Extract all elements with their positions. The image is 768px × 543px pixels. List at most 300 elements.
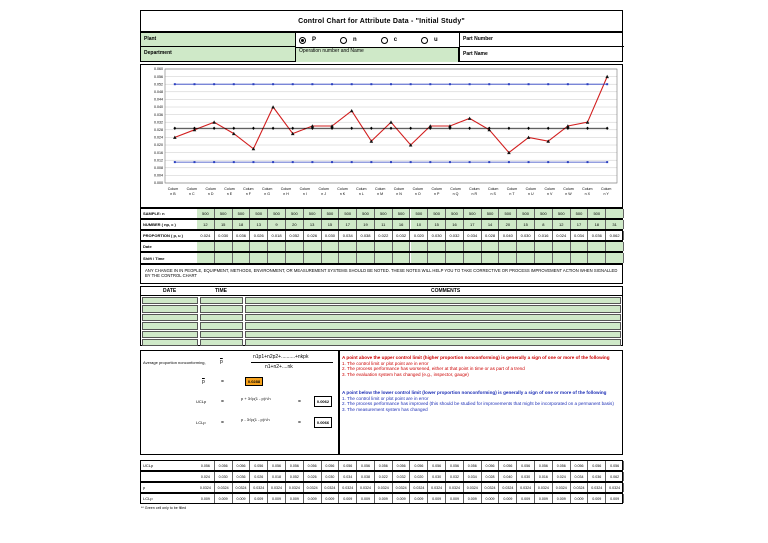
lower-rule-item-1: 1. The control limit or plot point are in error: [342, 395, 429, 401]
limit-marker: [449, 83, 451, 85]
number-cell[interactable]: 17: [464, 220, 482, 229]
limit-marker: [351, 161, 353, 163]
centerline-marker: [173, 127, 176, 130]
bottom-row-label: UCLp: [143, 463, 154, 468]
bottom-cell: 0.056: [517, 461, 535, 470]
x-tick-label: Colum: [299, 187, 311, 191]
pbar-symbol-2: $\overline{p}$: [202, 379, 205, 385]
ucl-eq-2: =: [298, 399, 301, 405]
bottom-cell: 0.009: [464, 494, 482, 503]
x-tick-label: n R: [471, 192, 478, 196]
bottom-cell: 0.024: [197, 472, 215, 481]
x-tick-label: Colum: [374, 187, 386, 191]
date-cell[interactable]: [482, 242, 500, 251]
limit-marker: [449, 161, 451, 163]
log-date-cell[interactable]: [142, 339, 198, 346]
x-tick-label: n J: [321, 192, 327, 196]
bottom-cell: 0.056: [428, 461, 446, 470]
sample-label: SAMPLE: n: [143, 211, 165, 216]
date-cell[interactable]: [606, 242, 624, 251]
bottom-cell: 0.056: [499, 461, 517, 470]
centerline-marker: [390, 127, 393, 130]
bottom-cell: 0.0324: [588, 483, 606, 492]
bottom-cell: 0.0324: [482, 483, 500, 492]
centerline-marker: [213, 127, 216, 130]
type-option-c[interactable]: c: [381, 37, 397, 44]
log-date-cell[interactable]: [142, 314, 198, 321]
date-cell[interactable]: [215, 242, 233, 251]
date-cell[interactable]: [499, 242, 517, 251]
x-tick-label: Colum: [337, 187, 348, 191]
bottom-cell: 0.020: [411, 472, 429, 481]
number-cell[interactable]: 20: [499, 220, 517, 229]
sample-cell[interactable]: 500: [268, 209, 286, 218]
bottom-cell: 0.056: [197, 461, 215, 470]
date-cell[interactable]: [233, 242, 251, 251]
log-comment-cell[interactable]: [245, 305, 621, 312]
x-tick-label: n Q: [452, 192, 459, 196]
limit-marker: [370, 83, 372, 85]
proportion-cell: 0.022: [375, 231, 393, 240]
bottom-row: [140, 471, 623, 482]
limit-marker: [429, 83, 431, 85]
shift-cell[interactable]: [535, 253, 553, 263]
limit-marker: [469, 161, 471, 163]
sample-cell[interactable]: 500: [446, 209, 464, 218]
proportion-cell: 0.026: [304, 231, 322, 240]
limit-marker: [528, 161, 530, 163]
bottom-cell: 0.056: [588, 461, 606, 470]
proportion-cell: 0.016: [535, 231, 553, 240]
x-tick-label: n B: [170, 192, 176, 196]
upper-rule-item-2: 2. The process performance has worsened, either at that point in time or as part of a trend: [342, 366, 525, 372]
sample-cell[interactable]: 500: [571, 209, 589, 218]
shift-cell[interactable]: [197, 253, 215, 263]
limit-marker: [488, 161, 490, 163]
shift-cell[interactable]: [268, 253, 286, 263]
limit-marker: [508, 83, 510, 85]
number-cell[interactable]: 12: [553, 220, 571, 229]
sample-cell[interactable]: 500: [553, 209, 571, 218]
bottom-cell: 0.009: [197, 494, 215, 503]
y-tick-label: 0.060: [154, 67, 163, 72]
bottom-cell: 0.030: [428, 472, 446, 481]
bottom-cell: 0.0324: [553, 483, 571, 492]
sample-cell[interactable]: 500: [464, 209, 482, 218]
limit-marker: [351, 83, 353, 85]
log-date-cell[interactable]: [142, 331, 198, 338]
bottom-cell: 0.056: [535, 461, 553, 470]
sample-cell[interactable]: 500: [339, 209, 357, 218]
log-comment-cell[interactable]: [245, 322, 621, 329]
number-cell[interactable]: 12: [197, 220, 215, 229]
bottom-cell: 0.0324: [464, 483, 482, 492]
header-block: [140, 32, 623, 62]
bottom-cell: 0.026: [250, 472, 268, 481]
y-tick-label: 0.020: [154, 143, 163, 148]
avg-label: Average proportion nonconforming,: [143, 360, 206, 365]
date-cell[interactable]: [357, 242, 375, 251]
bottom-cell: 0.062: [606, 472, 624, 481]
proportion-cell: 0.040: [499, 231, 517, 240]
bottom-cell: 0.030: [517, 472, 535, 481]
form-title: Control Chart for Attribute Data - "Initial Study": [298, 17, 465, 25]
type-option-p[interactable]: P: [299, 37, 316, 44]
y-tick-label: 0.008: [154, 166, 163, 170]
bottom-cell: 0.009: [215, 494, 233, 503]
bottom-cell: 0.0324: [250, 483, 268, 492]
bottom-cell: 0.0324: [411, 483, 429, 492]
date-cell[interactable]: [197, 242, 215, 251]
bottom-cell: 0.056: [411, 461, 429, 470]
proportion-cell: 0.026: [250, 231, 268, 240]
proportion-cell: 0.018: [268, 231, 286, 240]
bottom-cell: 0.032: [393, 472, 411, 481]
date-cell[interactable]: [428, 242, 446, 251]
lcl-value: 0.0066: [316, 419, 330, 425]
number-cell[interactable]: 8: [535, 220, 553, 229]
x-tick-label: Colum: [167, 187, 179, 191]
sample-cell[interactable]: 500: [535, 209, 553, 218]
limit-marker: [272, 83, 274, 85]
x-tick-label: Colum: [412, 187, 424, 191]
log-date-cell[interactable]: [142, 322, 198, 329]
bottom-cell: 0.0324: [268, 483, 286, 492]
number-cell[interactable]: 16: [446, 220, 464, 229]
type-option-u[interactable]: u: [421, 37, 438, 44]
log-time-cell[interactable]: [200, 322, 243, 329]
plant-label: Plant: [144, 36, 157, 42]
x-tick-label: n P: [433, 192, 440, 196]
shift-cell[interactable]: [322, 253, 340, 263]
bottom-cell: 0.034: [571, 472, 589, 481]
shift-cell[interactable]: [393, 253, 411, 263]
bottom-cell: 0.028: [482, 472, 500, 481]
shift-cell[interactable]: [411, 253, 429, 263]
bottom-row: [140, 493, 623, 504]
bottom-cell: 0.056: [606, 461, 624, 470]
log-time-cell[interactable]: [200, 339, 243, 346]
sample-cell[interactable]: 500: [411, 209, 429, 218]
limit-marker: [370, 161, 372, 163]
x-tick-label: Colum: [393, 187, 405, 191]
shift-cell[interactable]: [588, 253, 606, 263]
x-tick-label: Colum: [205, 187, 216, 191]
x-tick-label: Colum: [280, 187, 292, 191]
bottom-cell: 0.056: [571, 461, 589, 470]
type-option-n[interactable]: n: [340, 37, 357, 44]
shift-cell[interactable]: [553, 253, 571, 263]
date-row-label: Date: [143, 244, 152, 249]
formula-numerator: n1p1+n2p2+..........+nkpk: [253, 354, 309, 360]
part-name-label-cell: [459, 47, 624, 62]
date-cell[interactable]: [304, 242, 322, 251]
date-cell[interactable]: [250, 242, 268, 251]
log-time-cell[interactable]: [200, 314, 243, 321]
bottom-cell: 0.009: [446, 494, 464, 503]
x-tick-label: Colum: [261, 187, 273, 191]
number-label: NUMBER ( np, c ): [143, 222, 176, 227]
shift-cell[interactable]: [428, 253, 446, 263]
proportion-label: PROPORTION ( p, u ): [143, 233, 183, 238]
bottom-cell: 0.009: [233, 494, 251, 503]
number-cell[interactable]: 11: [375, 220, 393, 229]
bottom-cell: 0.056: [482, 461, 500, 470]
limit-marker: [488, 83, 490, 85]
number-cell[interactable]: 19: [357, 220, 375, 229]
bottom-cell: 0.056: [393, 461, 411, 470]
sample-cell[interactable]: 500: [197, 209, 215, 218]
lower-rule-item-3: 3. The measurement system has changed: [342, 407, 428, 413]
shift-cell[interactable]: [517, 253, 535, 263]
number-cell[interactable]: 15: [215, 220, 233, 229]
bottom-cell: 0.032: [446, 472, 464, 481]
bottom-cell: 0.0324: [606, 483, 624, 492]
limit-marker: [174, 83, 176, 85]
x-tick-label: Colum: [582, 187, 593, 191]
sample-cell[interactable]: 500: [375, 209, 393, 218]
x-tick-label: n T: [509, 192, 515, 196]
limit-marker: [292, 161, 294, 163]
shift-cell[interactable]: [482, 253, 500, 263]
bottom-cell: 0.038: [357, 472, 375, 481]
bottom-cell: 0.056: [233, 461, 251, 470]
bottom-cell: 0.056: [322, 461, 340, 470]
log-comment-cell[interactable]: [245, 339, 621, 346]
bottom-cell: 0.056: [464, 461, 482, 470]
bottom-cell: 0.009: [393, 494, 411, 503]
plot-area: [165, 69, 617, 183]
form-title-box: [140, 10, 623, 32]
formula-divider: [251, 362, 333, 363]
bottom-cell: 0.056: [357, 461, 375, 470]
number-cell[interactable]: 17: [571, 220, 589, 229]
pbar-value-box: [245, 377, 263, 386]
bottom-cell: 0.0324: [375, 483, 393, 492]
bottom-cell: 0.009: [517, 494, 535, 503]
limit-marker: [390, 161, 392, 163]
date-cell[interactable]: [571, 242, 589, 251]
bottom-cell: 0.0324: [215, 483, 233, 492]
date-cell[interactable]: [411, 242, 429, 251]
bottom-cell: 0.056: [446, 461, 464, 470]
date-cell[interactable]: [464, 242, 482, 251]
data-point: [350, 109, 354, 112]
date-cell[interactable]: [535, 242, 553, 251]
bottom-cell: 0.009: [606, 494, 624, 503]
date-cell[interactable]: [268, 242, 286, 251]
bottom-cell: 0.0324: [304, 483, 322, 492]
bottom-cell: 0.0324: [197, 483, 215, 492]
sample-cell[interactable]: [606, 209, 624, 218]
x-tick-label: Colum: [431, 187, 442, 191]
y-tick-label: 0.052: [154, 82, 163, 87]
number-cell[interactable]: 31: [606, 220, 624, 229]
bottom-cell: 0.0324: [233, 483, 251, 492]
log-time-cell[interactable]: [200, 305, 243, 312]
number-cell[interactable]: 17: [339, 220, 357, 229]
shift-cell[interactable]: [464, 253, 482, 263]
number-cell[interactable]: 13: [250, 220, 268, 229]
limit-marker: [311, 161, 313, 163]
log-date-cell[interactable]: [142, 305, 198, 312]
date-cell[interactable]: [517, 242, 535, 251]
sample-cell[interactable]: 500: [499, 209, 517, 218]
sample-cell[interactable]: 500: [322, 209, 340, 218]
bottom-cell: 0.036: [233, 472, 251, 481]
number-cell[interactable]: 15: [517, 220, 535, 229]
number-cell[interactable]: 9: [268, 220, 286, 229]
shift-cell[interactable]: [499, 253, 517, 263]
number-row: [140, 219, 623, 230]
date-cell[interactable]: [322, 242, 340, 251]
shift-cell[interactable]: [233, 253, 251, 263]
shift-cell[interactable]: [606, 253, 624, 263]
log-date-header: DATE: [163, 288, 177, 294]
shift-cell[interactable]: [357, 253, 375, 263]
bottom-cell: 0.0324: [535, 483, 553, 492]
x-tick-label: n X: [584, 192, 591, 196]
calc-box: [140, 350, 339, 455]
number-cell[interactable]: 14: [482, 220, 500, 229]
limit-marker: [567, 161, 569, 163]
date-cell[interactable]: [393, 242, 411, 251]
lcl-eq-2: =: [298, 420, 301, 426]
footnote: ** Green cell only to be filled: [141, 506, 187, 510]
shift-cell[interactable]: [571, 253, 589, 263]
shift-cell[interactable]: [446, 253, 464, 263]
operation-field[interactable]: [296, 47, 459, 62]
date-cell[interactable]: [375, 242, 393, 251]
number-cell[interactable]: 13: [304, 220, 322, 229]
bottom-row-label: [141, 472, 143, 481]
sample-row: [140, 208, 623, 219]
log-comment-cell[interactable]: [245, 297, 621, 304]
upper-rule-heading: A point above the upper control limit (higher proportion nonconforming) is generally a sign of one or more of the following: [342, 355, 610, 360]
shift-cell[interactable]: [304, 253, 322, 263]
proportion-cell: 0.030: [322, 231, 340, 240]
formula-denominator: n1+n2+....nk: [265, 364, 293, 370]
shift-cell[interactable]: [286, 253, 304, 263]
proportion-row: [140, 230, 623, 241]
part-name-label: Part Name: [463, 51, 488, 57]
log-table: [140, 286, 623, 346]
sample-cell[interactable]: 500: [286, 209, 304, 218]
shift-cell[interactable]: [339, 253, 357, 263]
bottom-cell: 0.030: [215, 472, 233, 481]
sample-cell[interactable]: 500: [393, 209, 411, 218]
lcl-formula: p - 3√p(1 - p)/√n: [241, 417, 270, 422]
y-tick-label: 0.012: [154, 158, 163, 163]
sample-cell[interactable]: 500: [588, 209, 606, 218]
bottom-row-label: LCLp: [143, 496, 153, 501]
shift-cell[interactable]: [250, 253, 268, 263]
log-comment-cell[interactable]: [245, 314, 621, 321]
sample-cell[interactable]: 500: [357, 209, 375, 218]
lower-rule-item-2: 2. The process performance has improved (this should be studied for improvements that might be incorporated on a permanent basis): [342, 401, 614, 407]
centerline-marker: [527, 127, 530, 130]
proportion-cell: 0.062: [606, 231, 624, 240]
number-cell[interactable]: 10: [411, 220, 429, 229]
radio-u-icon: [421, 37, 428, 44]
department-field[interactable]: [141, 47, 296, 61]
y-tick-label: 0.044: [154, 97, 163, 102]
date-row: [140, 241, 623, 252]
limit-marker: [390, 83, 392, 85]
plant-field[interactable]: [141, 33, 296, 47]
date-cell[interactable]: [446, 242, 464, 251]
lcl-value-box: [314, 417, 332, 428]
limit-marker: [508, 161, 510, 163]
sample-cell[interactable]: 500: [304, 209, 322, 218]
bottom-cell: 0.009: [428, 494, 446, 503]
sample-cell[interactable]: 500: [428, 209, 446, 218]
centerline-marker: [232, 127, 235, 130]
bottom-cell: 0.024: [553, 472, 571, 481]
sample-cell[interactable]: 500: [233, 209, 251, 218]
pbar-symbol-1: $\overline{p}$: [220, 359, 223, 365]
date-cell[interactable]: [553, 242, 571, 251]
sample-cell[interactable]: 500: [250, 209, 268, 218]
number-cell[interactable]: 18: [588, 220, 606, 229]
number-cell[interactable]: 15: [428, 220, 446, 229]
x-tick-label: n U: [528, 192, 534, 196]
operation-label: Operation number and Name: [299, 48, 364, 54]
number-cell[interactable]: 16: [393, 220, 411, 229]
sample-cell[interactable]: 500: [215, 209, 233, 218]
bottom-cell: 0.036: [588, 472, 606, 481]
bottom-cell: 0.016: [535, 472, 553, 481]
number-cell[interactable]: 18: [233, 220, 251, 229]
date-cell[interactable]: [286, 242, 304, 251]
log-date-cell[interactable]: [142, 297, 198, 304]
date-cell[interactable]: [588, 242, 606, 251]
bottom-cell: 0.0324: [571, 483, 589, 492]
centerline-marker: [370, 127, 373, 130]
control-chart: [141, 65, 622, 207]
y-tick-label: 0.056: [154, 74, 163, 79]
radio-n-icon: [340, 37, 347, 44]
number-cell[interactable]: 20: [286, 220, 304, 229]
proportion-cell: 0.052: [286, 231, 304, 240]
limit-marker: [587, 161, 589, 163]
proportion-cell: 0.024: [553, 231, 571, 240]
number-cell[interactable]: 15: [322, 220, 340, 229]
x-tick-label: Colum: [544, 187, 555, 191]
log-comment-cell[interactable]: [245, 331, 621, 338]
limit-marker: [213, 161, 215, 163]
upper-rule-item-3: 3. The evaluation system has changed (e.g., inspector, gauge): [342, 372, 469, 378]
sample-cell[interactable]: 500: [482, 209, 500, 218]
x-tick-label: n M: [377, 192, 384, 196]
shift-cell[interactable]: [375, 253, 393, 263]
shift-cell[interactable]: [215, 253, 233, 263]
log-time-cell[interactable]: [200, 297, 243, 304]
date-cell[interactable]: [339, 242, 357, 251]
sample-cell[interactable]: 500: [517, 209, 535, 218]
proportion-cell: 0.036: [588, 231, 606, 240]
log-comments-header: COMMENTS: [431, 288, 461, 294]
bottom-cell: 0.0324: [446, 483, 464, 492]
x-tick-label: Colum: [450, 187, 461, 191]
bottom-cell: 0.056: [250, 461, 268, 470]
bottom-cell: 0.009: [571, 494, 589, 503]
log-time-cell[interactable]: [200, 331, 243, 338]
ucl-formula: p + 3√p(1 - p)/√n: [241, 396, 271, 401]
x-tick-label: n D: [207, 192, 214, 196]
bottom-cell: 0.009: [588, 494, 606, 503]
ucl-eq: =: [221, 399, 224, 405]
